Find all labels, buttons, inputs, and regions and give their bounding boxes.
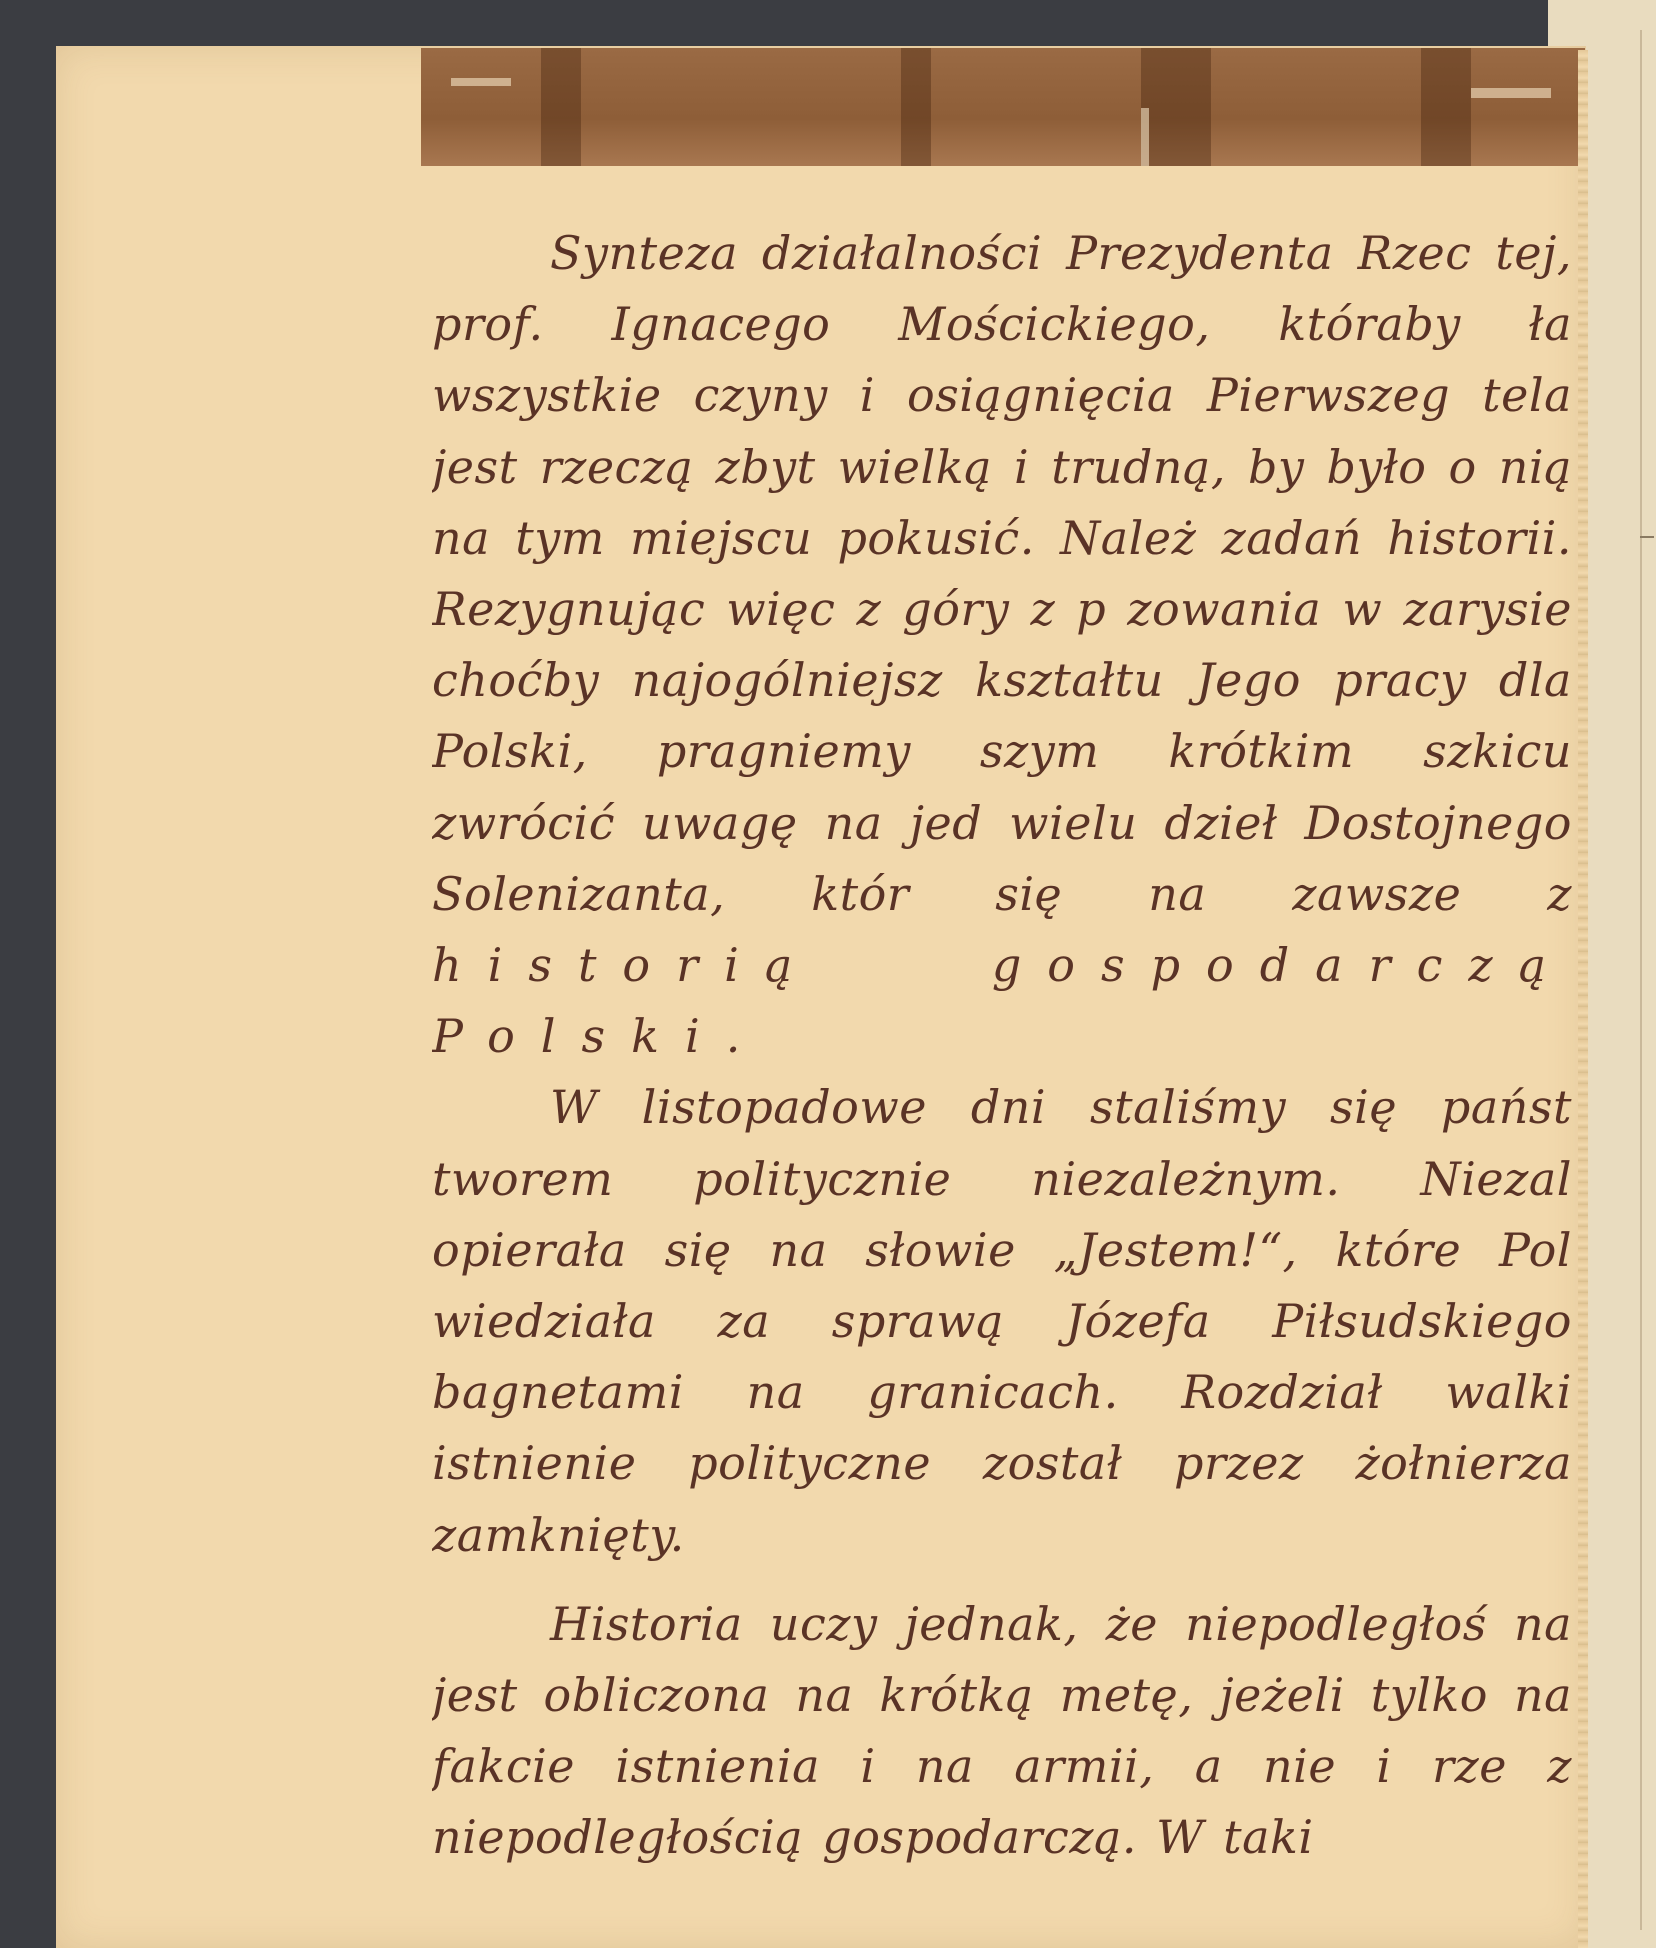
- photo-strip-fragment: [421, 48, 1585, 166]
- photo-shadow: [1141, 48, 1211, 166]
- photo-highlight: [1141, 108, 1149, 166]
- paragraph-1-end: .: [725, 1009, 741, 1064]
- article-text: [432, 218, 1572, 1918]
- photo-shadow: [901, 48, 931, 166]
- paragraph-3: Historia uczy jednak, że niepodległoś na jest obliczona na krótką metę, jeżeli tylko na fakcie istnienia i na armii, a nie i rze z niepodległością gospodarczą. W taki: [432, 1596, 1572, 1865]
- paragraph-1-lead: Synteza działalności Prezydenta Rzec tej, prof. Ignacego Mościckiego, któraby ła wszystkie czyny i osiągnięcia Pierwszeg tela jest rzeczą zbyt wielką i trudną, by było o nią na tym miejscu pokusić. Należ zadań historii. Rezygnując więc z góry z p zowania w zarysie choćby najogólniejsz kształtu Jego pracy dla Polski, pragniemy szym krótkim szkicu zwrócić uwagę na jed wielu dzieł Dostojnego Solenizanta, któr się na zawsze z: [432, 226, 1572, 921]
- clipping-torn-edge: [1578, 50, 1588, 1948]
- mount-tick-mark: [1640, 536, 1654, 538]
- photo-highlight: [1471, 88, 1551, 98]
- mount-fold-line: [1640, 30, 1642, 1930]
- paragraph-2: W listopadowe dni staliśmy się państ tworem politycznie niezależnym. Niezal opierała się na słowie „Jestem!“, które Pol wiedziała za sprawą Józefa Piłsudskiego bagnetami na granicach. Rozdział walki istnienie polityczne został przez żołnierza zamknięty.: [432, 1080, 1572, 1562]
- photo-shadow: [1421, 48, 1471, 166]
- paragraph-1: [432, 218, 1572, 1072]
- photo-highlight: [451, 78, 511, 86]
- paragraph-1-emphasis: historią gospodarczą Polski: [432, 938, 1572, 1064]
- photo-shadow: [541, 48, 581, 166]
